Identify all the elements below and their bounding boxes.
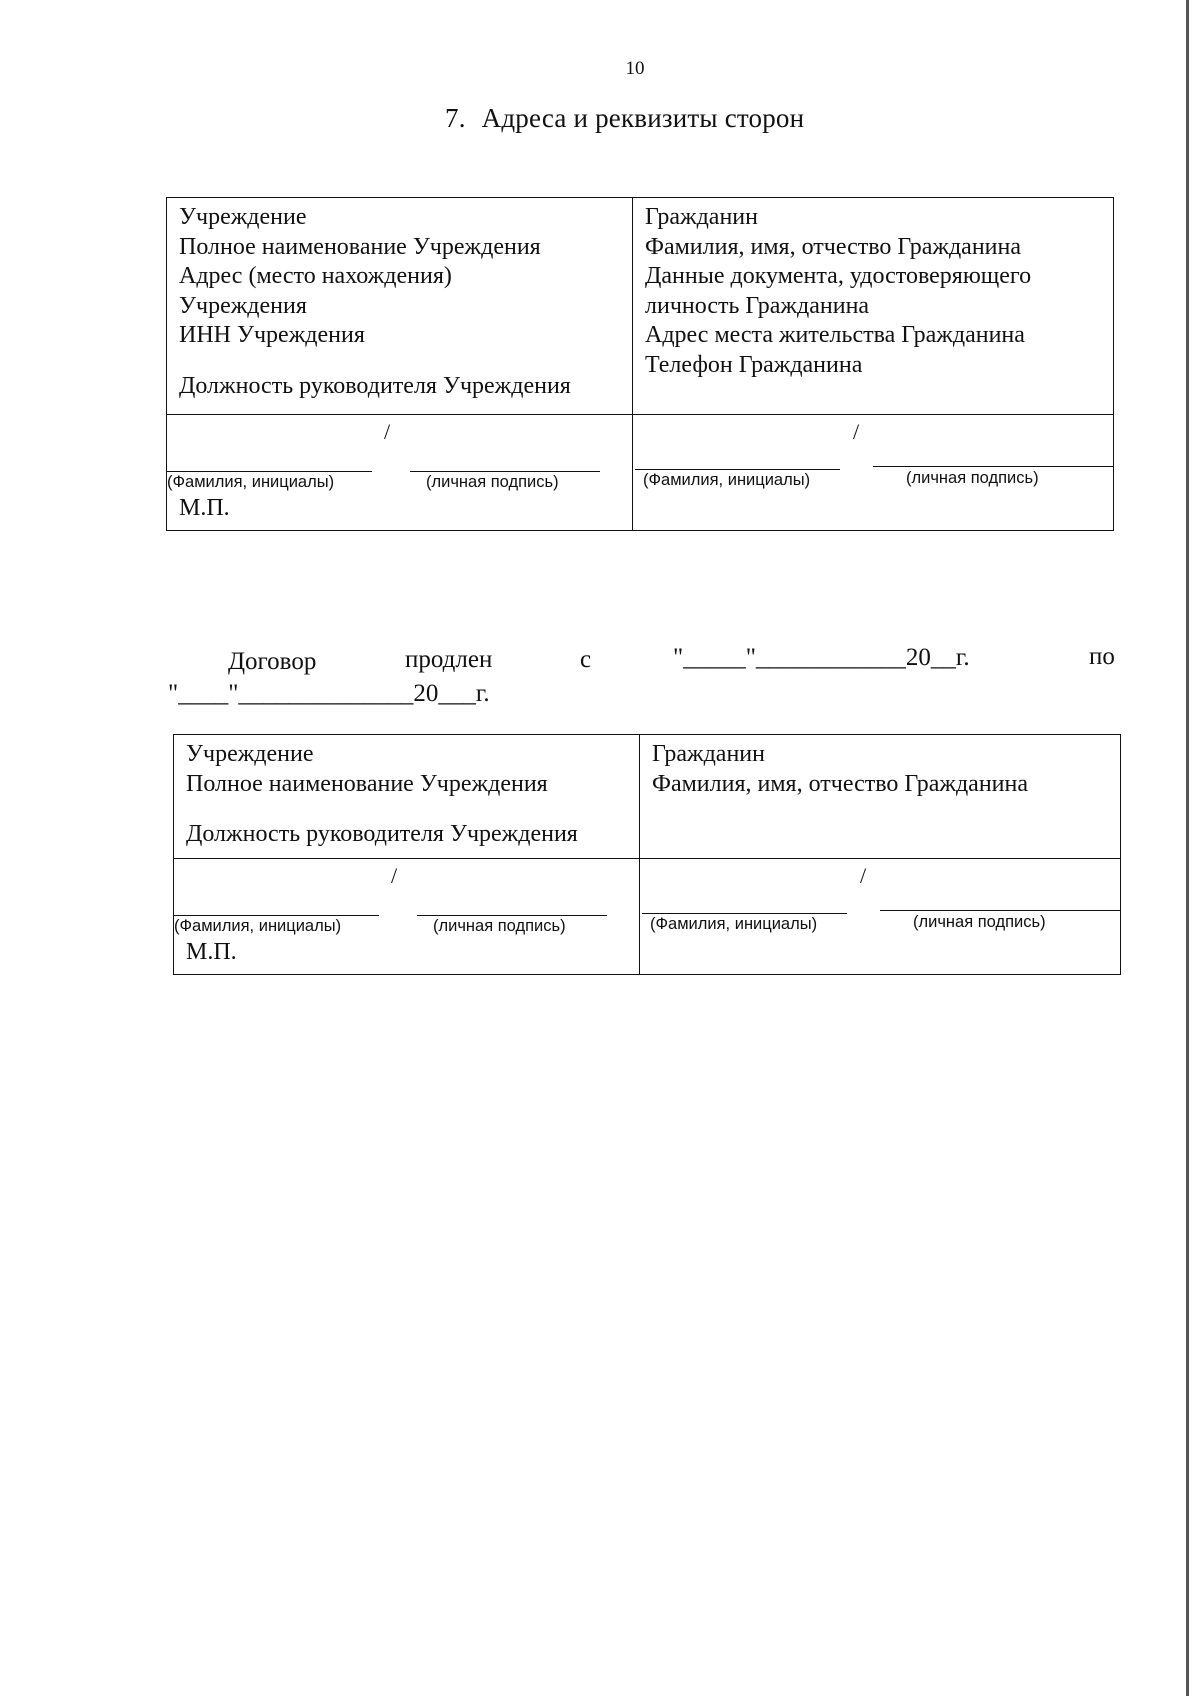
extension-requisites-table (173, 734, 1121, 975)
extension-word: Договор (228, 648, 317, 675)
requisite-line: Полное наименование Учреждения (179, 233, 541, 260)
institution-cell (174, 735, 640, 859)
institution-signature-cell (174, 859, 640, 975)
name-line (635, 469, 840, 470)
requisite-line: Данные документа, удостоверяющего (645, 263, 1032, 289)
name-line (642, 913, 847, 914)
requisite-line: Гражданин (645, 204, 758, 230)
caption-signature: (личная подпись) (913, 913, 1046, 931)
section-heading (445, 103, 804, 134)
name-line (174, 915, 379, 916)
requisite-line: Должность руководителя Учреждения (186, 821, 578, 847)
requisite-line: Должность руководителя Учреждения (179, 372, 571, 399)
extension-word: по (1089, 643, 1115, 670)
citizen-lines (640, 735, 1120, 799)
stamp-mark: М.П. (179, 495, 230, 521)
page-number: 10 (625, 58, 645, 79)
requisite-line: Адрес (место нахождения) (179, 263, 452, 289)
requisites-table (166, 197, 1114, 531)
caption-signature: (личная подпись) (906, 469, 1039, 487)
caption-signature: (личная подпись) (433, 917, 566, 935)
requisite-line: Учреждение (179, 204, 307, 230)
slash-separator: / (391, 863, 398, 888)
section-title: Адреса и реквизиты сторон (481, 103, 805, 133)
requisite-line: Фамилия, имя, отчество Гражданина (645, 233, 1022, 260)
caption-name: (Фамилия, инициалы) (650, 915, 818, 933)
extension-word: с (580, 646, 592, 673)
name-line (167, 471, 372, 472)
institution-lines (167, 198, 632, 401)
signature-line (417, 915, 607, 916)
requisite-line: Полное наименование Учреждения (186, 770, 548, 797)
blank-line (179, 351, 632, 372)
requisite-line: личность Гражданина (645, 292, 870, 319)
requisite-line: Адрес места жительства Гражданина (645, 322, 1025, 348)
signature-line (880, 910, 1120, 911)
requisite-line: Гражданин (652, 741, 765, 767)
extension-word: продлен (405, 646, 493, 673)
citizen-lines (633, 198, 1113, 380)
requisite-line: ИНН Учреждения (179, 322, 365, 348)
citizen-signature-cell (633, 415, 1114, 531)
citizen-signature-cell (640, 859, 1121, 975)
institution-cell (167, 198, 633, 415)
date-to-field: "____"______________20___г. (168, 680, 490, 707)
institution-signature-cell (167, 415, 633, 531)
slash-separator: / (853, 419, 860, 444)
scan-border (1186, 0, 1189, 1696)
section-number: 7. (445, 103, 466, 133)
stamp-mark: М.П. (186, 939, 237, 965)
institution-lines (174, 735, 639, 850)
caption-signature: (личная подпись) (426, 473, 559, 491)
requisite-line: Телефон Гражданина (645, 351, 863, 378)
citizen-cell (640, 735, 1121, 859)
citizen-cell (633, 198, 1114, 415)
requisite-line: Учреждения (179, 292, 307, 319)
caption-name: (Фамилия, инициалы) (174, 917, 342, 935)
signature-line (410, 471, 600, 472)
slash-separator: / (384, 419, 391, 444)
date-from-field: "_____"____________20__г. (673, 644, 970, 671)
caption-name: (Фамилия, инициалы) (643, 471, 811, 489)
requisite-line: Фамилия, имя, отчество Гражданина (652, 770, 1029, 797)
caption-name: (Фамилия, инициалы) (167, 473, 335, 491)
requisite-line: Учреждение (186, 741, 314, 767)
blank-line (186, 799, 639, 820)
slash-separator: / (860, 863, 867, 888)
signature-line (873, 466, 1113, 467)
